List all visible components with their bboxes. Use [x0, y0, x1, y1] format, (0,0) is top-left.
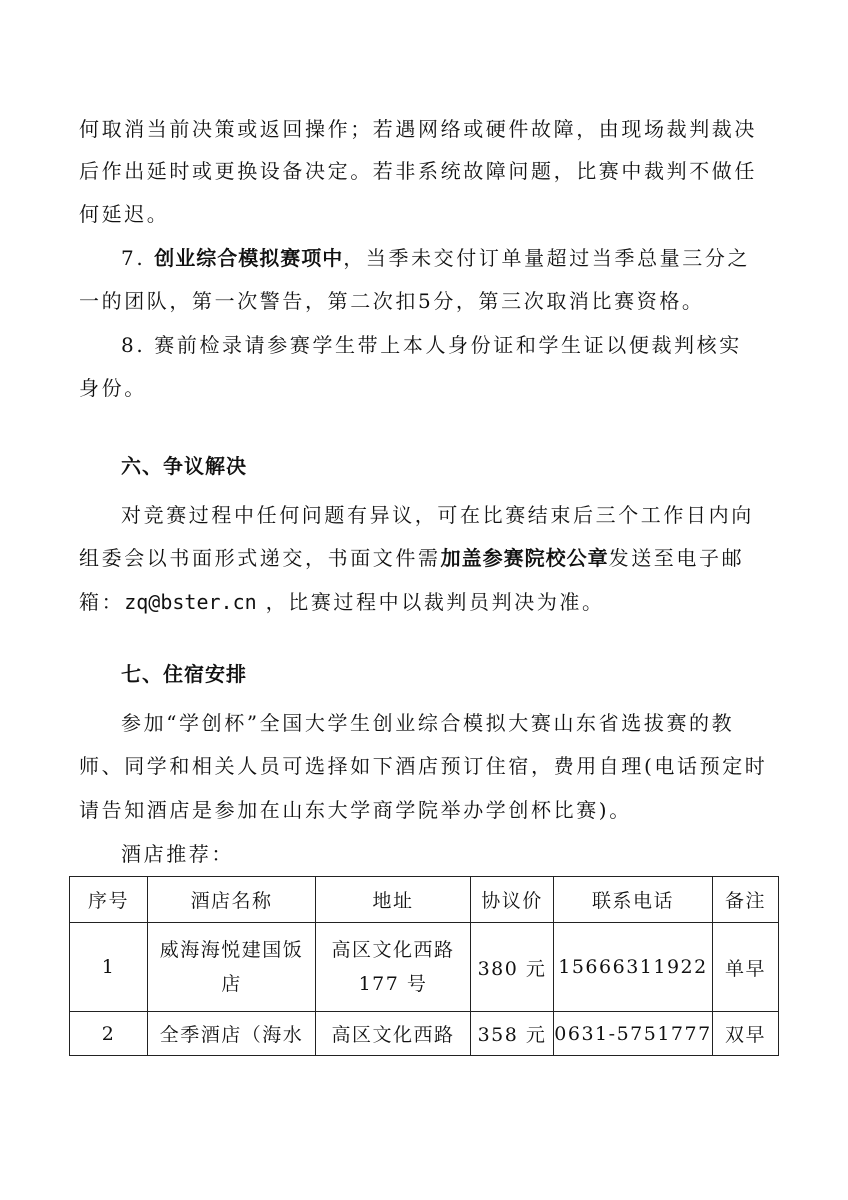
paragraph-line — [79, 540, 779, 576]
table-header-row — [70, 877, 779, 923]
paragraph-line: 身份。 — [79, 376, 147, 400]
row-number: 2 — [70, 1012, 148, 1056]
header-cell: 联系电话 — [554, 877, 713, 923]
hotel-address — [316, 923, 471, 1012]
text-part: 发送至电子邮 — [608, 546, 745, 570]
hotel-price: 380 元 — [471, 923, 554, 1012]
text-part: 组委会以书面形式递交，书面文件需 — [79, 546, 441, 570]
paragraph-line: 请告知酒店是参加在山东大学商学院举办学创杯比赛)。 — [79, 798, 632, 822]
header-cell: 备注 — [713, 877, 779, 923]
hotel-phone: 15666311922 — [554, 923, 713, 1012]
paragraph-line: 一的团队，第一次警告，第二次扣5分，第三次取消比赛资格。 — [79, 289, 705, 313]
header-cell: 地址 — [316, 877, 471, 923]
header-cell: 协议价 — [471, 877, 554, 923]
hotel-price: 358 元 — [471, 1012, 554, 1056]
paragraph-line: 酒店推荐： — [121, 842, 234, 866]
paragraph-line: 对竞赛过程中任何问题有异议，可在比赛结束后三个工作日内向 — [121, 503, 754, 527]
email-link[interactable]: zq@bster.cn — [124, 590, 257, 614]
hotel-name — [148, 923, 316, 1012]
hotel-name: 全季酒店（海水 — [148, 1012, 316, 1056]
bold-phrase: 加盖参赛院校公章 — [440, 546, 609, 570]
paragraph-line: 何延迟。 — [79, 202, 170, 226]
section-heading-dispute: 六、争议解决 — [121, 454, 247, 478]
hotel-phone: 0631-5751777 — [554, 1012, 713, 1056]
row-number: 1 — [70, 923, 148, 1012]
paragraph-line: 后作出延时或更换设备决定。若非系统故障问题，比赛中裁判不做任 — [79, 159, 757, 183]
address-line: 177 号 — [358, 973, 428, 995]
hotel-note: 单早 — [713, 923, 779, 1012]
header-cell: 酒店名称 — [148, 877, 316, 923]
paragraph-line: 参加“学创杯”全国大学生创业综合模拟大赛山东省选拔赛的教 — [121, 711, 735, 735]
table-row — [70, 1012, 779, 1056]
rule-7-line — [121, 240, 821, 276]
paragraph-line: 师、同学和相关人员可选择如下酒店预订住宿，费用自理(电话预定时 — [79, 754, 768, 778]
header-cell: 序号 — [70, 877, 148, 923]
rule-number: 7. — [121, 246, 146, 270]
bold-phrase: 创业综合模拟赛项中 — [154, 246, 344, 270]
address-line: 高区文化西路 — [331, 939, 455, 961]
rule-text: ，当季未交付订单量超过当季总量三分之 — [343, 246, 751, 270]
text-part: 箱： — [79, 590, 125, 614]
paragraph-line — [79, 584, 779, 620]
table-row — [70, 923, 779, 1012]
section-heading-accommodation: 七、住宿安排 — [121, 662, 247, 686]
hotel-name-line: 威海海悦建国饭 — [159, 939, 304, 961]
hotel-note: 双早 — [713, 1012, 779, 1056]
hotel-address: 高区文化西路 — [316, 1012, 471, 1056]
paragraph-line: 何取消当前决策或返回操作；若遇网络或硬件故障，由现场裁判裁决 — [79, 117, 757, 141]
text-part: ，比赛过程中以裁判员判决为准。 — [256, 590, 605, 614]
rule-8-line: 8. 赛前检录请参赛学生带上本人身份证和学生证以便裁判核实 — [121, 333, 742, 357]
hotel-name-line: 店 — [221, 973, 242, 995]
hotel-table — [69, 876, 779, 1056]
